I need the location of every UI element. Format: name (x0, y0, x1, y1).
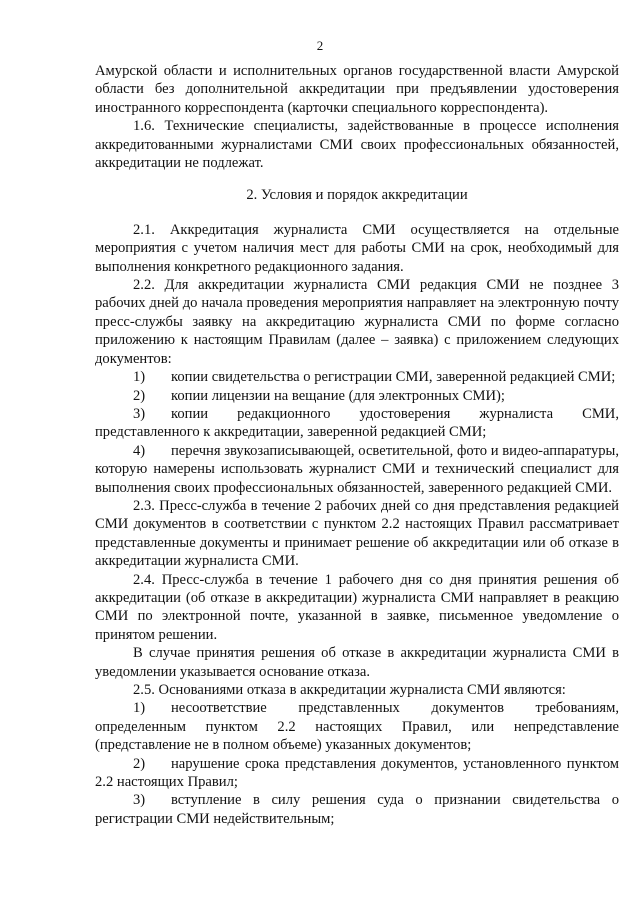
list-number: 2) (133, 387, 146, 404)
paragraph: 2.3. Пресс-служба в течение 2 рабочих дней со дня представления редакцией СМИ документов в соответствии с пунктом 2.2 настоящих Правил рассматривает представленные документы и принимает решение об аккредитации или об отказе в аккредитации журналиста СМИ. (95, 497, 619, 570)
list-item (95, 791, 619, 828)
paragraph: 1.6. Технические специалисты, задействованные в процессе исполнения аккредитованными журналистами СМИ своих профессиональных обязанностей, аккредитации не подлежат. (95, 118, 619, 172)
list-number: 3) (133, 405, 146, 422)
list-item (95, 699, 619, 754)
list-item (95, 755, 619, 792)
paragraph: 2.2. Для аккредитации журналиста СМИ редакция СМИ не позднее 3 рабочих дней до начала проведения мероприятия направляет на электронную почту пресс-службы заявку на аккредитацию журналиста СМИ по форме согласно приложению к настоящим Правилам (далее – заявка) с приложением следующих документов: (95, 277, 619, 367)
paragraph: В случае принятия решения об отказе в аккредитации журналиста СМИ в уведомлении указывается основание отказа. (95, 645, 619, 680)
list-item-text: вступление в силу решения суда о признании свидетельства о регистрации СМИ недействительным; (95, 792, 619, 827)
paragraph: 2.5. Основаниями отказа в аккредитации журналиста СМИ являются: (133, 682, 566, 698)
list-item (95, 368, 619, 386)
list-number: 1) (133, 369, 146, 386)
list-item-text: несоответствие представленных документов требованиям, определенным пунктом 2.2 настоящих Правил, или непредставление (представление не в полном объеме) указанных документов; (95, 700, 619, 754)
list-item-text: перечня звукозаписывающей, осветительной, фото и видео-аппаратуры, которую намерены использовать журналист СМИ и технический специалист для выполнения своих профессиональных обязанностей, заверенного редакцией СМИ. (95, 442, 619, 496)
list-item (95, 387, 619, 405)
list-item-text: копии редакционного удостоверения журналиста СМИ, представленного к аккредитации, заверенной редакцией СМИ; (95, 405, 619, 441)
list-number: 4) (133, 442, 146, 459)
document-body (95, 62, 619, 828)
list-item-text: копии лицензии на вещание (для электронных СМИ); (171, 387, 505, 404)
list-number: 1) (133, 700, 146, 717)
paragraph: Амурской области и исполнительных органов государственной власти Амурской области без дополнительной аккредитации при предъявлении удостоверения иностранного корреспондента (карточки специального корреспондента). (95, 63, 619, 116)
list-number: 3) (133, 792, 146, 809)
list-item-text: копии свидетельства о регистрации СМИ, заверенной редакцией СМИ; (171, 369, 616, 386)
section-heading: 2. Условия и порядок аккредитации (246, 187, 468, 204)
paragraph: 2.1. Аккредитация журналиста СМИ осуществляется на отдельные мероприятия с учетом наличия мест для работы СМИ на срок, необходимый для выполнения конкретного редакционного задания. (95, 221, 619, 275)
list-item-text: нарушение срока представления документов, установленного пунктом 2.2 настоящих Правил; (95, 755, 619, 791)
paragraph: 2.4. Пресс-служба в течение 1 рабочего дня со дня принятия решения об аккредитации (об отказе в аккредитации) журналиста СМИ направляет в реакцию СМИ по электронной почте, указанной в заявке, письменное уведомление о принятом решении. (95, 571, 619, 643)
page-number: 2 (316, 38, 324, 53)
list-item (95, 442, 619, 497)
list-number: 2) (133, 755, 146, 772)
list-item (95, 405, 619, 442)
